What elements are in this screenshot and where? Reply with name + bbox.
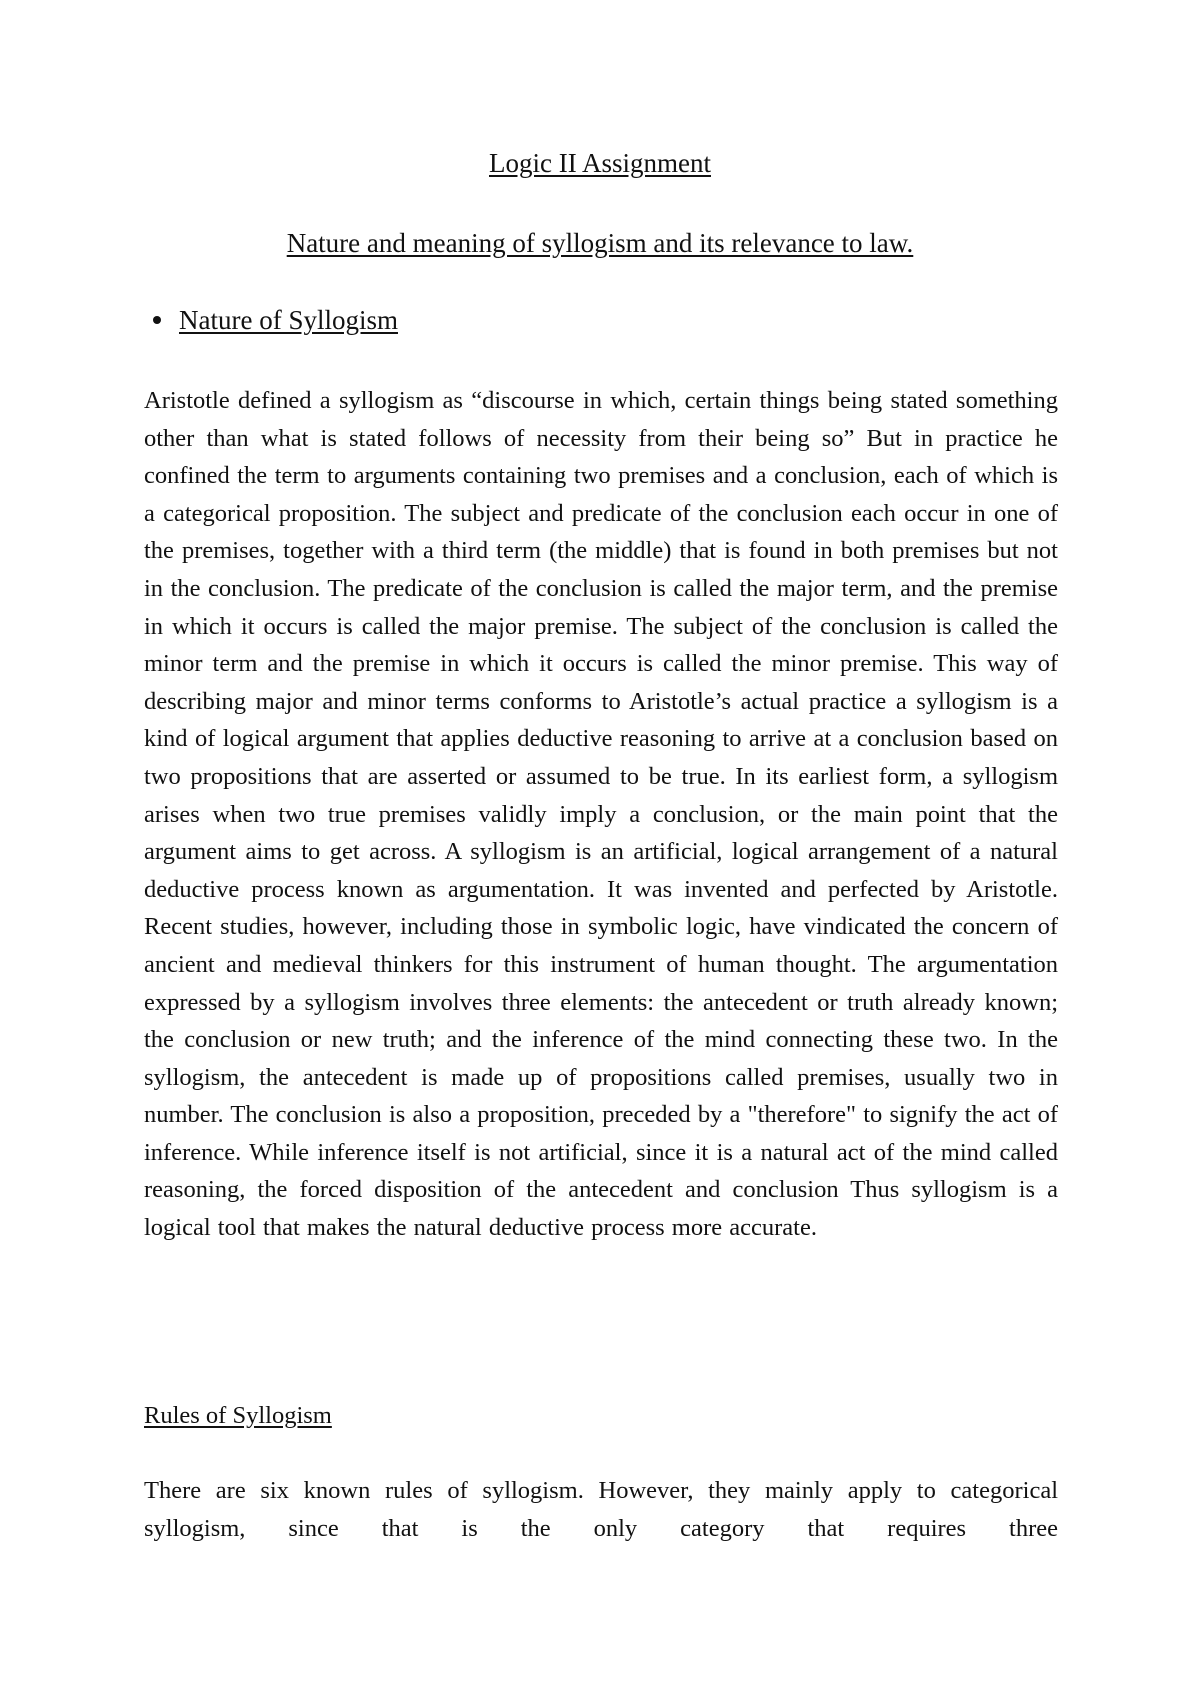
document-title: Logic II Assignment xyxy=(489,148,711,178)
bullet-heading-label: Nature of Syllogism xyxy=(179,305,398,335)
body-paragraph-1: Aristotle defined a syllogism as “discourse in which, certain things being stated something other than what is stated follows of necessity from their being so” But in practice he confined the term to arguments containing two premises and a conclusion, each of which is a categorical proposition. The subject and predicate of the conclusion each occur in one of the premises, together with a third term (the middle) that is found in both premises but not in the conclusion. The predicate of the conclusion is called the major term, and the premise in which it occurs is called the major premise. The subject of the conclusion is called the minor term and the premise in which it occurs is called the minor premise. This way of describing major and minor terms conforms to Aristotle’s actual practice a syllogism is a kind of logical argument that applies deductive reasoning to arrive at a conclusion based on two propositions that are asserted or assumed to be true. In its earliest form, a syllogism arises when two true premises validly imply a conclusion, or the main point that the argument aims to get across. A syllogism is an artificial, logical arrangement of a natural deductive process known as argumentation. It was invented and perfected by Aristotle. Recent studies, however, including those in symbolic logic, have vindicated the concern of ancient and medieval thinkers for this instrument of human thought. The argumentation expressed by a syllogism involves three elements: the antecedent or truth already known; the conclusion or new truth; and the inference of the mind connecting these two. In the syllogism, the antecedent is made up of propositions called premises, usually two in number. The conclusion is also a proposition, preceded by a "therefore" to signify the act of inference. While inference itself is not artificial, since it is a natural act of the mind called reasoning, the forced disposition of the antecedent and conclusion Thus syllogism is a logical tool that makes the natural deductive process more accurate. xyxy=(144,387,1058,1242)
bullet-icon xyxy=(153,316,161,324)
body-paragraph-2: There are six known rules of syllogism. However, they mainly apply to categorical syllogism, since that is the only category that requires three xyxy=(144,1477,1058,1542)
section-heading: Rules of Syllogism xyxy=(144,1402,332,1429)
bullet-heading xyxy=(153,302,398,338)
document-subtitle: Nature and meaning of syllogism and its relevance to law. xyxy=(286,228,914,258)
